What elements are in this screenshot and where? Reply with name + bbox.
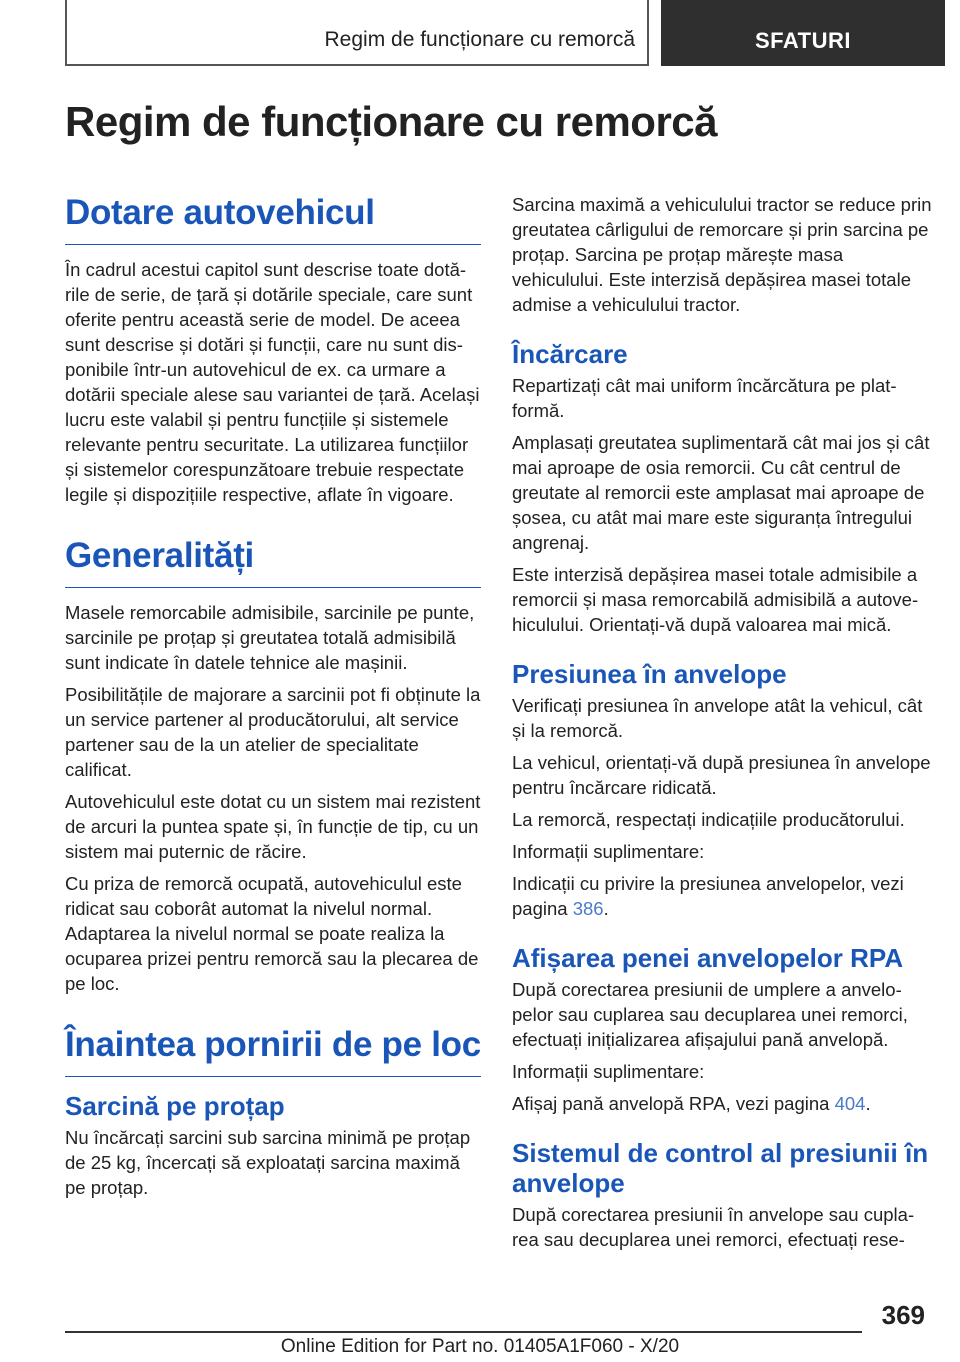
section-tab-label: SFATURI <box>755 28 851 53</box>
paragraph: După corectarea presiunii în anvelope sau cuplarea sau decuplarea unei remorci, efectuați rese- <box>512 1204 915 1250</box>
heading-generalitati: Generalități <box>65 535 481 588</box>
paragraph: Autovehiculul este dotat cu un sistem mai rezistent de arcuri la puntea spate și, în funcție de tip, cu un sistem mai puternic de răcire. <box>65 791 481 862</box>
paragraph: La vehicul, orientați-vă după presiunea în anvelope pentru încărcare ridicată. <box>512 752 931 798</box>
text: . <box>603 898 609 919</box>
paragraph: Posibilitățile de majorare a sarcinii pot fi obținute la un service partener al producătorului, alt service partener sau de la un atelier de specialitate calificat. <box>65 684 481 780</box>
paragraph: După corectarea presiunii de umplere a anvelopelor sau cuplarea sau decuplarea unei remorci, efectuați inițializarea afișajului pană anvelopă. <box>512 979 908 1050</box>
page-number: 369 <box>881 1300 925 1330</box>
text: . <box>865 1093 871 1114</box>
paragraph: La remorcă, respectați indicațiile producătorului. <box>512 809 905 830</box>
header-breadcrumb-box <box>65 0 649 66</box>
paragraph: Informații suplimentare: <box>512 1061 705 1082</box>
paragraph <box>512 1091 932 1116</box>
footer-edition: Online Edition for Part no. 01405A1F060 - X/20 <box>280 1336 680 1357</box>
paragraph: Repartizați cât mai uniform încărcătura pe platformă. <box>512 375 897 421</box>
subheading-sarcina-protap: Sarcină pe proțap <box>65 1091 285 1121</box>
paragraph: Amplasați greutatea suplimentară cât mai jos și cât mai aproape de osia remorcii. Cu cât centrul de greutate al remorcii este amplasat mai aproape de șosea, cu atât mai mare este siguranța întregului angrenaj. <box>512 432 930 553</box>
subheading-afisarea-penei: Afișarea penei anvelopelor RPA <box>512 943 904 973</box>
left-column <box>65 192 481 1207</box>
heading-dotare-autovehicul: Dotare autovehicul <box>65 192 481 245</box>
footer-divider <box>65 1331 862 1333</box>
right-column <box>512 192 932 1259</box>
header-breadcrumb: Regim de funcționare cu remorcă <box>324 28 635 51</box>
paragraph: În cadrul acestui capitol sunt descrise toate dotările de serie, de țară și dotările speciale, care sunt oferite pentru această serie de model. De aceea sunt descrise și dotări și funcții, care nu sunt disponibile într-un autovehicul de ex. ca urmare a dotării speciale alese sau variantei de țară. Același lucru este valabil și pentru funcțiile și sistemele relevante pentru securitate. La utilizarea funcțiilor și sistemelor corespunzătoare trebuie respectate legile și dispozițiile respective, aflate în vigoare. <box>65 259 480 505</box>
paragraph: Sarcina maximă a vehiculului tractor se reduce prin greutatea cârligului de remorcare și prin sarcina pe proțap. Sarcina pe proțap mărește masa vehiculului. Este interzisă depășirea masei totale admise a vehiculului tractor. <box>512 194 932 315</box>
section-tab[interactable] <box>661 0 945 66</box>
subheading-sistemul-control: Sistemul de control al presiunii în anvelope <box>512 1138 929 1198</box>
subheading-incarcare: Încărcare <box>512 339 628 369</box>
paragraph: Nu încărcați sarcini sub sarcina minimă pe proțap de 25 kg, încercați să exploatați sarcina maximă pe proțap. <box>65 1127 471 1198</box>
page-link-386[interactable]: 386 <box>572 898 604 919</box>
paragraph <box>512 871 932 921</box>
paragraph: Cu priza de remorcă ocupată, autovehiculul este ridicat sau coborât automat la nivelul normal. Adaptarea la nivelul normal se poate realiza la ocuparea prizei pentru remorcă sau la plecarea de pe loc. <box>65 873 479 994</box>
page-link-404[interactable]: 404 <box>834 1093 866 1114</box>
paragraph: Verificați presiunea în anvelope atât la vehicul, cât și la remorcă. <box>512 695 923 741</box>
subheading-presiunea-anvelope: Presiunea în anvelope <box>512 659 787 689</box>
text: Afișaj pană anvelopă RPA, vezi pagina <box>512 1093 835 1114</box>
text: Indicații cu privire la presiunea anvelopelor, vezi pagina <box>512 873 904 919</box>
page-title: Regim de funcționare cu remorcă <box>65 98 718 145</box>
paragraph: Informații suplimentare: <box>512 841 705 862</box>
paragraph: Este interzisă depășirea masei totale admisibile a remorcii și masa remorcabilă admisibilă a autovehiculului. Orientați-vă după valoarea mai mică. <box>512 564 919 635</box>
paragraph: Masele remorcabile admisibile, sarcinile pe punte, sarcinile pe proțap și greutatea totală admisibilă sunt indicate în datele tehnice ale mașinii. <box>65 602 475 673</box>
heading-inaintea-pornirii: Înaintea pornirii de pe loc <box>65 1024 481 1077</box>
